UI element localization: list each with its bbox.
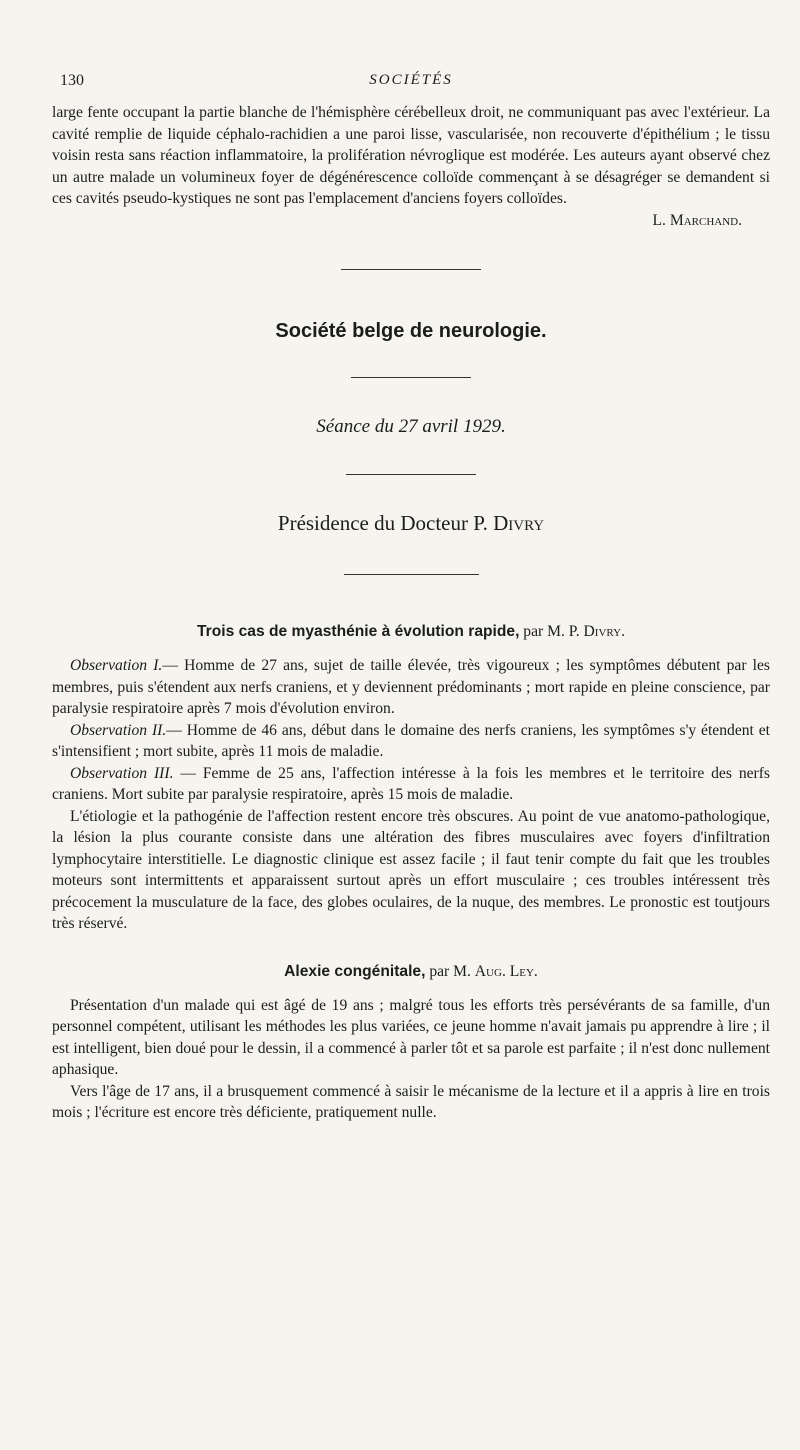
article1-byline-prefix: par M. P. [519,623,584,640]
presidence-line [52,511,770,536]
intro-text: large fente occupant la partie blanche de l'hémisphère cérébelleux droit, ne communiquant pas avec l'extérieur. La cavité remplie de liquide céphalo-rachidien a une paroi lisse, vascularisée, non recouverte d'épithélium ; le tissu voisin resta sans réaction inflammatoire, la prolifération névroglique est modérée. Les auteurs ayant observé chez un autre malade un volumineux foyer de dégénérescence colloïde commençant à se désagréger se demandent si ces cavités pseudo-kystiques ne sont pas l'emplacement d'anciens foyers colloïdes. [52,104,770,207]
page-header [52,66,770,96]
observation-1-label: Observation I. [70,657,163,674]
observation-2-text: — Homme de 46 ans, début dans le domaine des nerfs craniens, les symptômes s'y étendent et s'intensifient ; mort subite, après 11 mois de maladie. [52,721,770,760]
article2-author: Aug. Ley. [474,962,538,980]
observation-3-text: — Femme de 25 ans, l'affection intéresse à la fois les membres et le territoire des nerfs craniens. Mort subite par paralysie respiratoire, après 15 mois de maladie. [52,764,770,803]
article2-heading [52,963,770,981]
article1-discussion: L'étiologie et la pathogénie de l'affection restent encore très obscures. Au point de vue anatomo-pathologique, la lésion la plus courante consiste dans une altération des fibres musculaires avec foyers d'infiltration lymphocytaire interstitielle. Le diagnostic clinique est assez facile ; il faut tenir compte du fait que les troubles moteurs sont intermittents et apparaissent surtout après un effort musculaire ; ces troubles intéressent très précocement la musculature de la face, des globes oculaires, de la nuque, des membres. Le pronostic est toutjours très réservé. [52,807,770,932]
page-number: 130 [60,72,84,89]
observation-2 [52,720,770,763]
intro-signature: L. Marchand. [652,211,742,229]
president-name: Divry [493,511,545,535]
divider [344,574,479,575]
divider [341,269,481,270]
divider [351,377,471,378]
article1-title: Trois cas de myasthénie à évolution rapide, [197,623,520,640]
article2-paragraph-1: Présentation d'un malade qui est âgé de 19 ans ; malgré tous les efforts très persévérants de sa famille, d'un personnel compétent, utilisant les méthodes les plus variées, ce jeune homme n'avait jamais pu apprendre à lire ; il est intelligent, bien doué pour le dessin, il a commencé à parler tôt et sa parole est parfaite ; il n'est donc nullement aphasique. [52,996,770,1078]
article2-title: Alexie congénitale, [284,962,426,980]
observation-3-label: Observation III. [70,764,174,782]
observation-1 [52,655,770,720]
intro-paragraph [52,102,770,231]
running-title: SOCIÉTÉS [369,72,453,88]
observation-3 [52,763,770,806]
seance-date: Séance du 27 avril 1929. [316,416,506,437]
observation-1-text: — Homme de 27 ans, sujet de taille élevée, très vigoureux ; les symptômes débutent par les membres, puis s'étendent aux nerfs craniens, et y deviennent prédominants ; mort rapide en pleine conscience, par paralysie respiratoire après 7 mois d'évolution environ. [52,657,770,717]
article2-byline-prefix: par M. [425,962,475,980]
article1-author: Divry. [583,623,625,640]
divider [346,474,476,475]
article1-heading [52,623,770,641]
observation-2-label: Observation II. [70,721,167,739]
society-title: Société belge de neurologie. [275,320,547,342]
presidence-prefix: Présidence du Docteur P. [277,511,494,535]
article2-paragraph-2: Vers l'âge de 17 ans, il a brusquement commencé à saisir le mécanisme de la lecture et il a appris à lire en trois mois ; l'écriture est encore très déficiente, pratiquement nulle. [52,1082,770,1121]
